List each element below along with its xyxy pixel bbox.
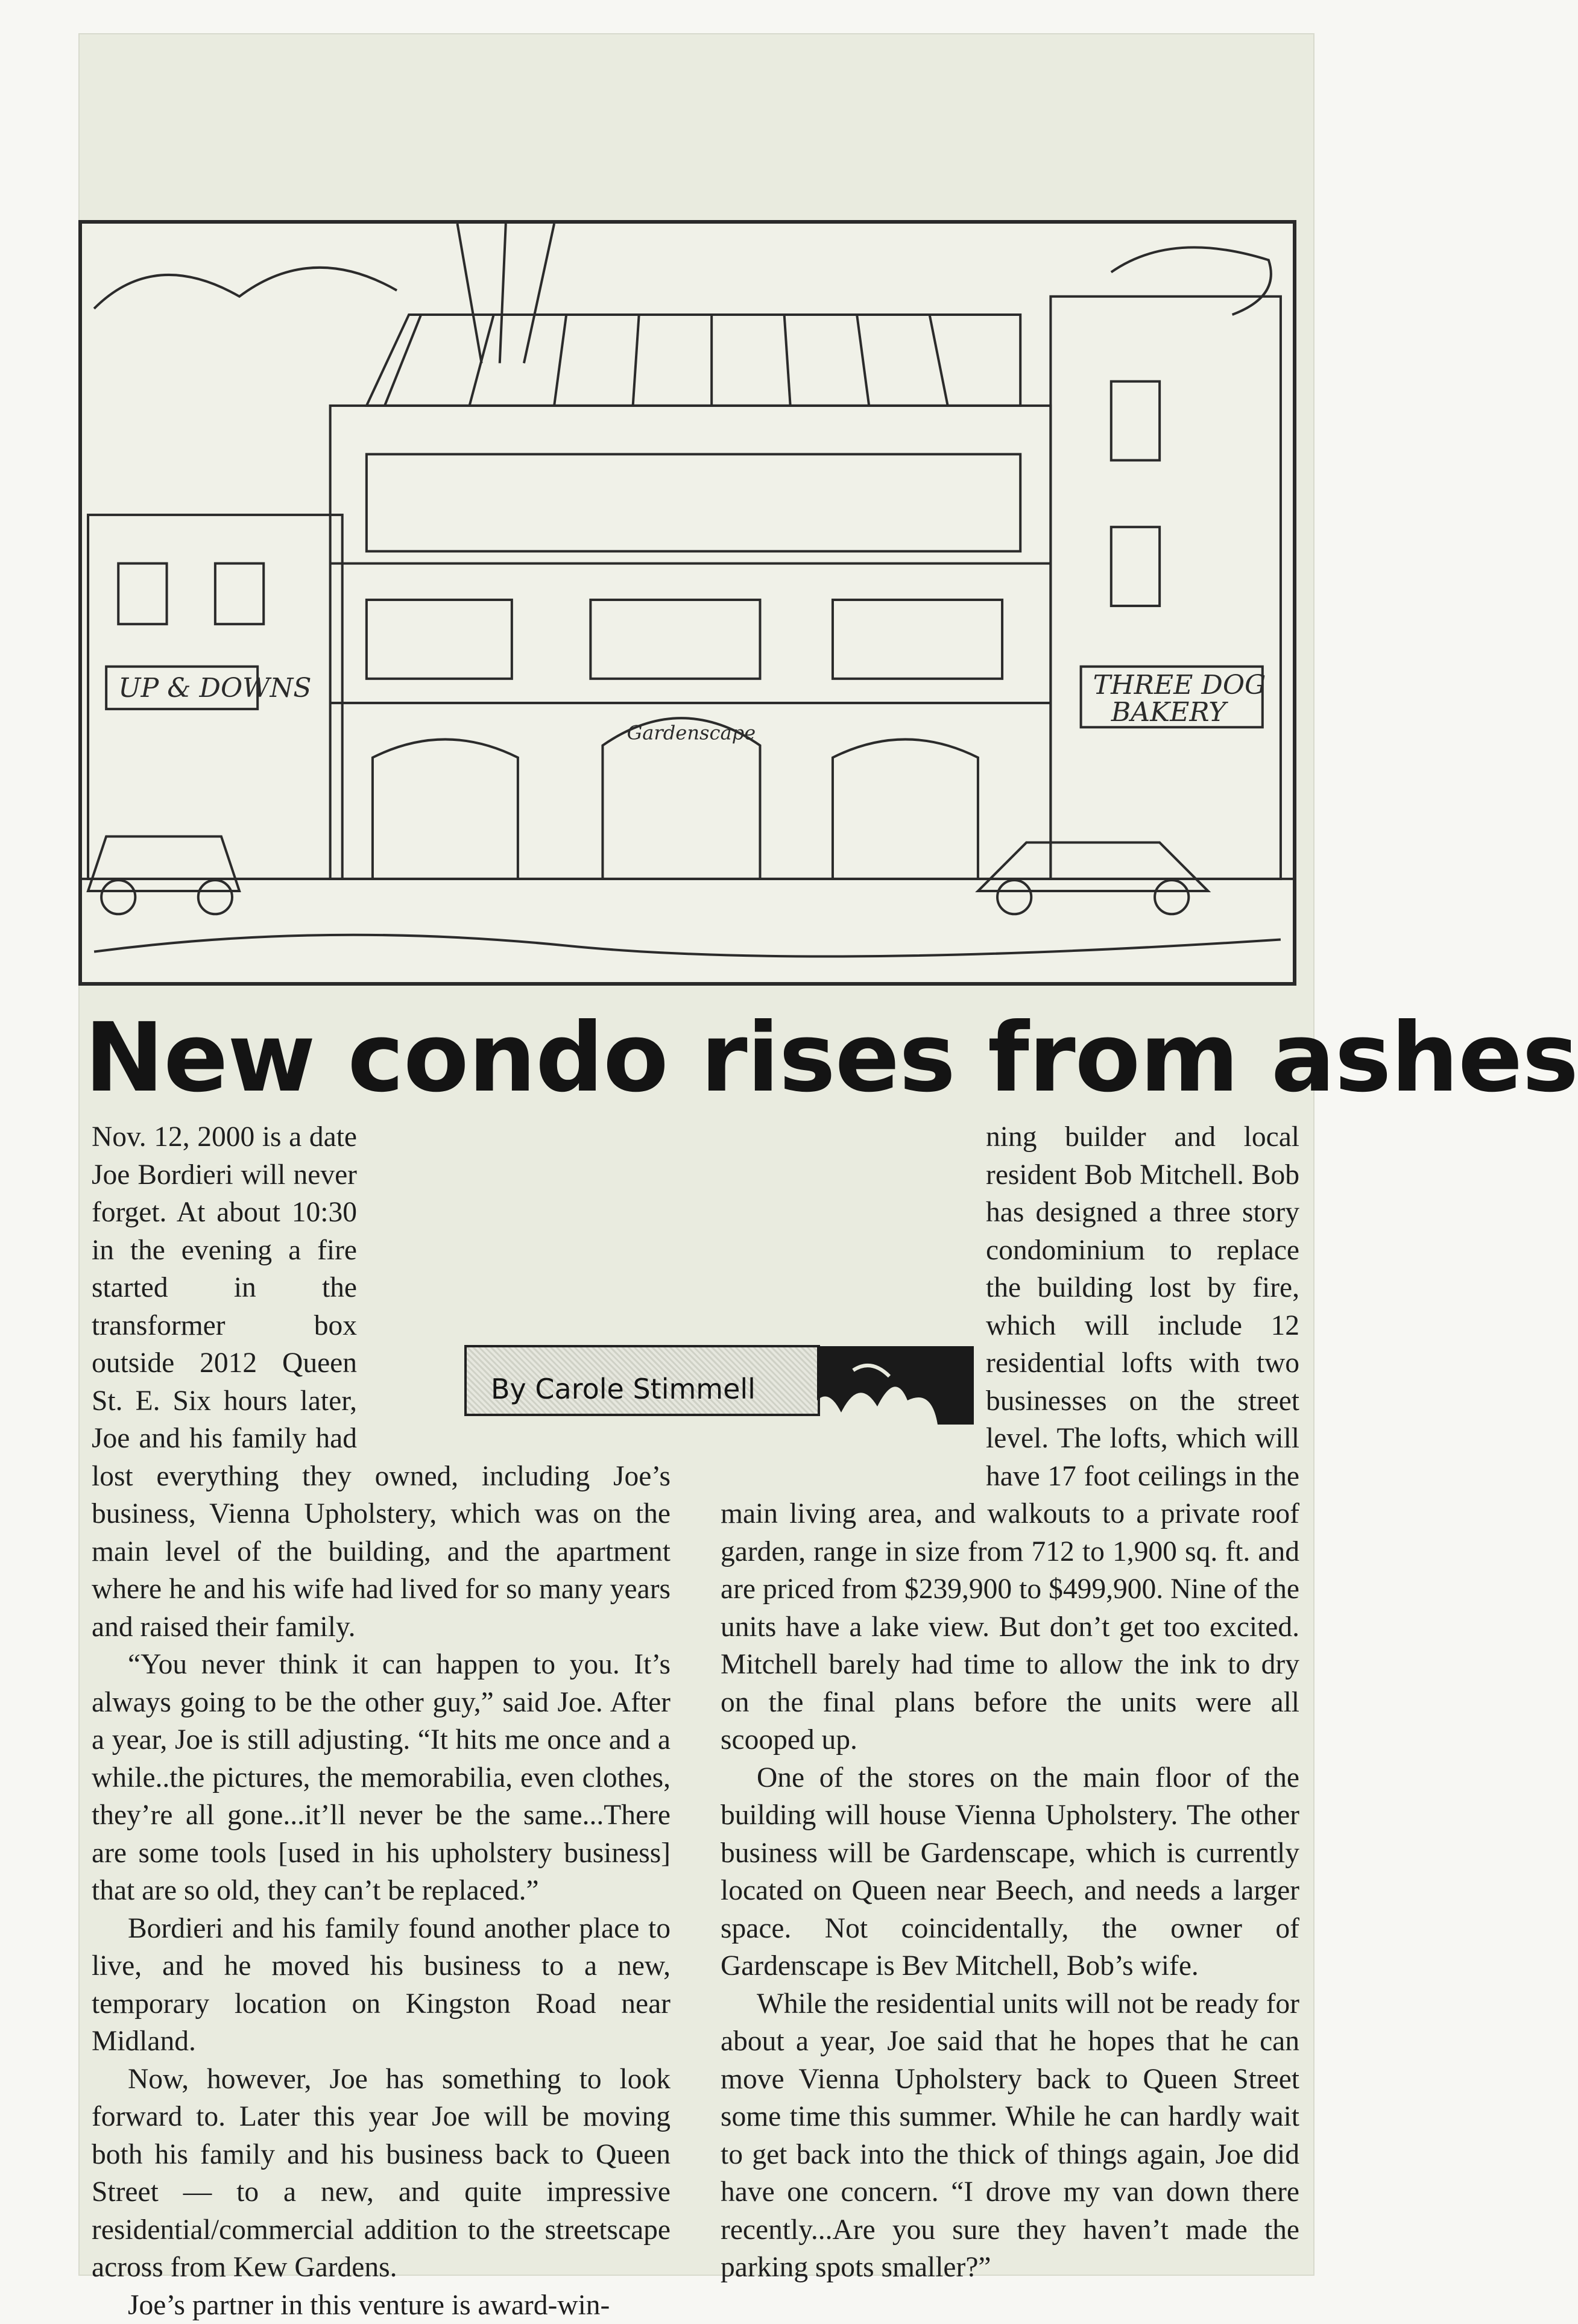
condo-roof-garden xyxy=(367,315,1020,406)
sign-up-and-downs: UP & DOWNS xyxy=(118,673,311,704)
condo-facade xyxy=(330,406,1051,879)
paragraph: Bordieri and his family found another place to live, and he moved his business to a new, temporary location on Kingston Road near Midland. xyxy=(92,1910,671,2061)
sign-bakery: BAKERY xyxy=(1111,697,1228,728)
sign-three-dog: THREE DOG xyxy=(1093,670,1266,701)
byline-box xyxy=(464,1345,820,1416)
paragraph: Joe’s partner in this venture is award-win- xyxy=(92,2287,671,2324)
article-column-left xyxy=(92,1118,671,2324)
condo-sketch xyxy=(82,224,1293,982)
tree-right xyxy=(1111,247,1271,315)
paragraph: Nov. 12, 2000 is a date Joe Bordieri will never forget. At about 10:30 in the evening a fire started in the transformer box outside 2012 Queen St. E. Six hours later, Joe and his family had lost everything they owned, including Joe’s business, Vienna Upholstery, which was on the main level of the building, and the apartment where he and his wife had lived for so many years and raised their family. xyxy=(92,1118,671,1646)
paragraph: Now, however, Joe has something to look forward to. Later this year Joe will be moving both his family and his business back to Queen Street — to a new, and quite impressive residential/commercial addition to the streetscape across from Kew Gardens. xyxy=(92,2061,671,2287)
foreground-plants xyxy=(94,935,1281,957)
right-building xyxy=(1050,297,1281,879)
car-right xyxy=(978,843,1208,892)
paragraph: ning builder and local resident Bob Mitchell. Bob has designed a three story condominium to replace the building lost by fire, which will include 12 residential lofts with two businesses on the street level. The lofts, which will have 17 foot ceilings in the main living area, and walkouts to a private roof garden, range in size from 712 to 1,900 sq. ft. and are priced from $239,900 to $499,900. Nine of the units have a lake view. But don’t get too excited. Mitchell barely had time to allow the ink to dry on the final plans before the units were all scooped up. xyxy=(721,1118,1299,1759)
article-headline: New condo rises from ashes xyxy=(84,989,1308,1127)
tree-left xyxy=(94,268,397,309)
building-illustration xyxy=(78,220,1296,986)
byline-author: By Carole Stimmell xyxy=(491,1373,756,1405)
sign-gardenscape: Gardenscape xyxy=(627,721,756,744)
byline xyxy=(464,1334,983,1431)
arch-right xyxy=(833,739,978,878)
arch-left xyxy=(373,739,518,878)
article-column-right xyxy=(721,1118,1299,2287)
tree-trunks xyxy=(457,224,554,363)
paragraph: “You never think it can happen to you. It’s always going to be the other guy,” said Joe. After a year, Joe is still adjusting. “It hits me once and a while..the pictures, the memorabilia, even clothes, they’re all gone...it’ll never be the same...There are some tools [used in his upholstery business] that are so old, they can’t be replaced.” xyxy=(92,1646,671,1910)
paragraph: One of the stores on the main floor of the building will house Vienna Upholstery. The other business will be Gardenscape, which is currently located on Queen near Beech, and needs a larger space. Not coincidentally, the owner of Gardenscape is Bev Mitchell, Bob’s wife. xyxy=(721,1759,1299,1985)
publication-logo-icon xyxy=(817,1334,974,1431)
paragraph: While the residential units will not be ready for about a year, Joe said that he hopes that he can move Vienna Upholstery back to Queen Street some time this summer. While he can hardly wait to get back into the thick of things again, Joe did have one concern. “I drove my van down there recently...Are you sure they haven’t made the parking spots smaller?” xyxy=(721,1985,1299,2287)
upper-floor xyxy=(367,454,1020,551)
